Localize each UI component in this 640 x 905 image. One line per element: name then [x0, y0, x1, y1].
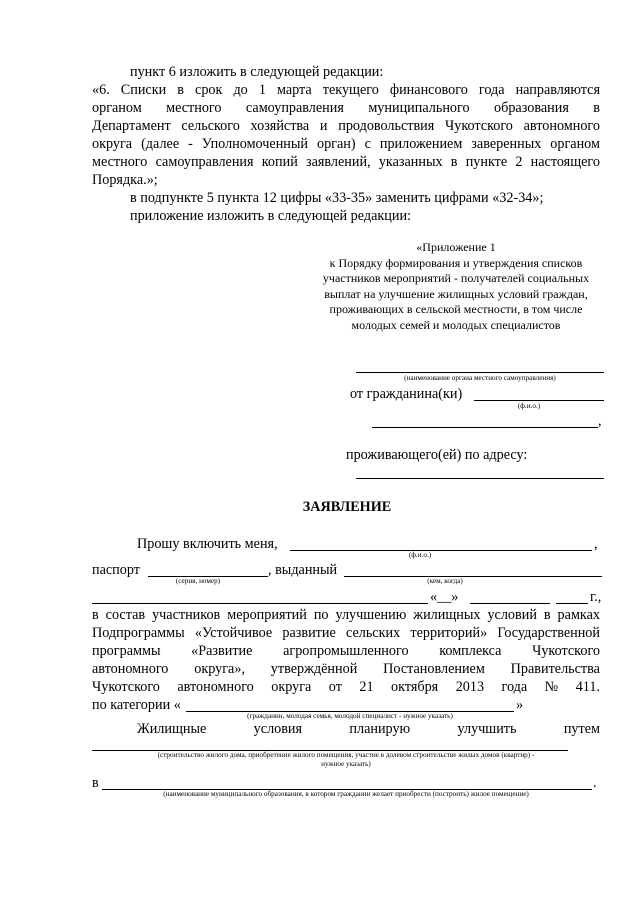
issued-by-line-2[interactable] — [92, 603, 428, 604]
date-day: «__» — [430, 589, 459, 605]
word: улучшить — [457, 721, 517, 737]
intro-paragraph-1: пункт 6 изложить в следующей редакции: — [130, 64, 384, 80]
housing-line — [137, 721, 600, 737]
word: года — [501, 679, 528, 695]
intro-paragraph-3: в подпункте 5 пункта 12 цифры «33-35» заменить цифрами «32-34»; — [130, 190, 544, 206]
improvement-method-hint-2: нужное указать) — [321, 760, 371, 768]
form-title: ЗАЯВЛЕНИЕ — [302, 499, 392, 515]
word: путем — [563, 721, 600, 737]
org-name-hint: (наименование органа местного самоуправления) — [404, 374, 556, 382]
word: планирую — [349, 721, 411, 737]
category-hint: (гражданин, молодая семья, молодой специалист - нужное указать) — [247, 712, 453, 720]
word: 411. — [575, 679, 600, 695]
word: самоуправления — [245, 100, 344, 116]
word: 21 — [359, 679, 374, 695]
body-line-1: в состав участников мероприятий по улучшению жилищных условий в рамках — [92, 607, 600, 623]
issued-by-hint: (кем, когда) — [427, 577, 463, 585]
word: Жилищные — [137, 721, 207, 737]
intro-paragraph-4: приложение изложить в следующей редакции: — [130, 208, 412, 224]
year-suffix: г., — [590, 589, 602, 605]
word: октября — [391, 679, 439, 695]
comma: , — [598, 413, 602, 429]
intro-paragraph-2-line-2 — [92, 100, 600, 116]
word: 2013 — [455, 679, 485, 695]
date-year-line[interactable] — [556, 603, 588, 604]
word: «Развитие — [191, 643, 253, 659]
intro-paragraph-2-line-6: Порядка.»; — [92, 172, 158, 188]
word: автономного — [92, 661, 169, 677]
residing-address-label: проживающего(ей) по адресу: — [346, 447, 528, 463]
word: Правительства — [510, 661, 600, 677]
word: округа — [271, 679, 312, 695]
word: № — [544, 679, 559, 695]
passport-label: паспорт — [92, 562, 140, 578]
appendix-line-4: выплат на улучшение жилищных условий граждан, — [324, 286, 588, 301]
word: агропромышленного — [283, 643, 409, 659]
intro-paragraph-2-line-1: «6. Списки в срок до 1 марта текущего финансового года направляются — [92, 82, 600, 98]
intro-paragraph-2-line-4: округа (далее - Уполномоченный орган) с приложением заверенных органом — [92, 136, 600, 152]
issued-label: , выданный — [268, 562, 338, 578]
appendix-line-2: к Порядку формирования и утверждения списков — [329, 255, 583, 270]
appendix-line-6: молодых семей и молодых специалистов — [351, 317, 561, 332]
word: Чукотского — [532, 643, 600, 659]
passport-series-hint: (серия, номер) — [175, 577, 221, 585]
municipality-hint: (наименование муниципального образования, в котором гражданин желает приобрести (построить) жилое помещение) — [163, 790, 529, 798]
applicant-fio-hint: (ф.и.о.) — [408, 551, 432, 559]
word: Постановлением — [383, 661, 485, 677]
intro-paragraph-2-line-3: Департамент сельского хозяйства и продовольствия Чукотского автономного — [92, 118, 600, 134]
from-citizen-label: от гражданина(ки) — [350, 386, 463, 402]
word: автономного — [177, 679, 254, 695]
intro-paragraph-2-line-5: местного самоуправления копий заявлений, указанных в пункте 2 настоящего — [92, 154, 600, 170]
improvement-method-hint-1: (строительство жилого дома, приобретение жилого помещения, участие в долевом строительстве жилых домов (квартир) - — [157, 751, 535, 759]
org-name-line[interactable] — [356, 372, 604, 373]
word: образования — [494, 100, 569, 116]
word: в — [593, 100, 600, 116]
category-label: по категории « — [92, 697, 181, 713]
appendix-line-5: проживающих в сельской местности, в том числе — [329, 302, 583, 316]
place-prefix: в — [92, 775, 99, 791]
request-comma: , — [594, 536, 598, 552]
appendix-header — [300, 240, 612, 333]
word: от — [328, 679, 342, 695]
appendix-line-1: «Приложение 1 — [416, 240, 496, 254]
address-line[interactable] — [356, 478, 604, 479]
place-period: . — [593, 775, 597, 791]
word: утверждённой — [270, 661, 358, 677]
word: комплекса — [439, 643, 502, 659]
request-label: Прошу включить меня, — [137, 536, 278, 552]
body-line-2: Подпрограммы «Устойчивое развитие сельских территорий» Государственной — [92, 625, 600, 641]
citizen-name-line[interactable] — [474, 400, 604, 401]
body-line-5 — [92, 679, 600, 695]
body-line-4 — [92, 661, 600, 677]
word: округа», — [194, 661, 245, 677]
word: условия — [253, 721, 303, 737]
word: местного — [166, 100, 222, 116]
word: муниципального — [368, 100, 470, 116]
body-line-3 — [92, 643, 600, 659]
word: Чукотского — [92, 679, 160, 695]
word: программы — [92, 643, 161, 659]
citizen-fio-hint: (ф.и.о.) — [517, 402, 541, 410]
date-month-line[interactable] — [470, 603, 550, 604]
category-close: » — [516, 697, 524, 713]
word: органом — [92, 100, 142, 116]
citizen-name-line-2[interactable] — [372, 427, 598, 428]
appendix-line-3: участников мероприятий - получателей социальных — [322, 271, 590, 285]
